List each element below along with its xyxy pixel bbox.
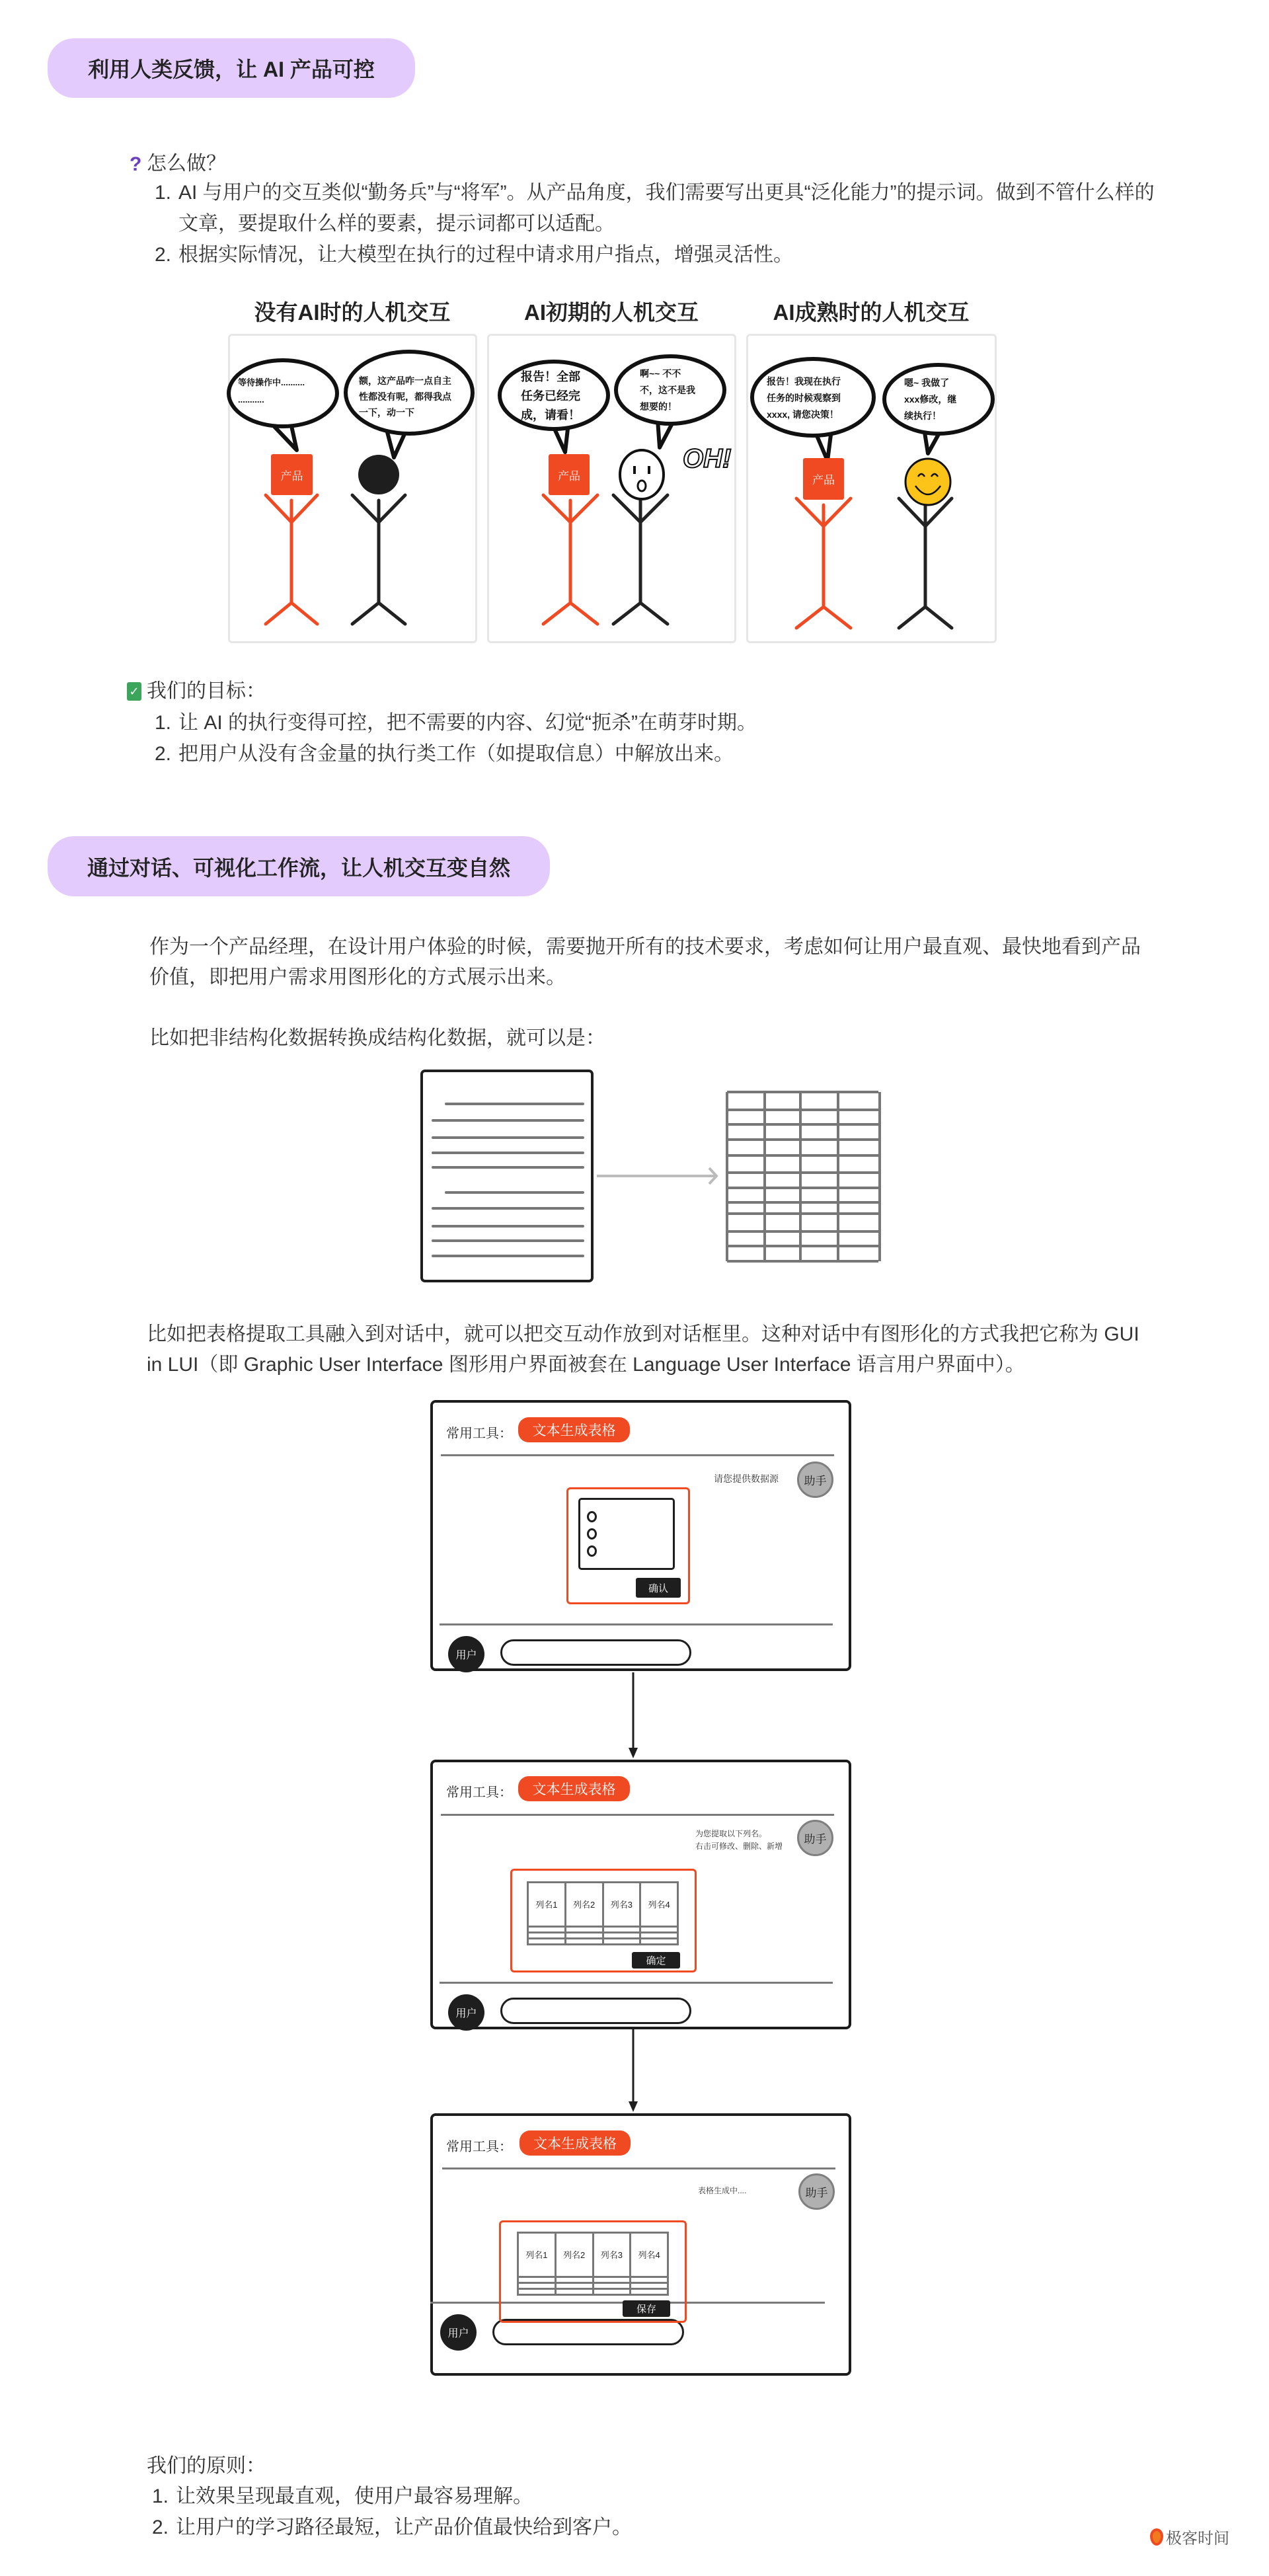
- bubble-text: 报告！我现在执行 任务的时候观察到 xxxx, 请您决策！: [767, 376, 841, 420]
- goals-title: 我们的目标：: [147, 680, 266, 702]
- assistant-message: 为您提取以下列名。 右击可修改、删除、新增: [695, 1829, 783, 1851]
- column-names-card: [510, 1869, 697, 1972]
- chat-input[interactable]: [492, 2319, 684, 2345]
- black-stick-figure: [613, 495, 668, 624]
- tools-label: 常用工具：: [446, 1426, 512, 1441]
- column-header: 列名4: [631, 2233, 668, 2277]
- radio-option[interactable]: [587, 1545, 597, 1557]
- principles-title: 我们的原则：: [147, 2455, 266, 2477]
- divider: [441, 1814, 834, 1816]
- chat-input[interactable]: [500, 1998, 691, 2024]
- arrow-down-icon: [627, 2029, 640, 2113]
- column-table: [527, 1881, 679, 1945]
- orange-stick-figure: [796, 498, 851, 628]
- orange-stick-figure: [266, 495, 317, 624]
- logo-text: 极客时间: [1166, 2530, 1229, 2548]
- divider: [440, 1982, 833, 1984]
- user-avatar: 用户: [440, 2314, 477, 2351]
- radio-option[interactable]: [587, 1511, 597, 1522]
- checkbox-icon: ✓: [127, 682, 141, 701]
- paragraph: 比如把表格提取工具融入到对话中，就可以把交互动作放到对话框里。这种对话中有图形化的方式我把它称为 GUI in LUI（即 Graphic User Interface 图形用户界面被套在 Language User Interface 语言用户界面中）。: [147, 1323, 1139, 1376]
- principles-list: [152, 2481, 1143, 2543]
- logo-icon: [1150, 2528, 1163, 2546]
- black-stick-figure: [899, 498, 952, 628]
- save-button[interactable]: 保存: [623, 2300, 670, 2317]
- column-header[interactable]: 列名2: [565, 1883, 603, 1927]
- arrow-down-icon: [627, 1672, 640, 1760]
- tools-label: 常用工具：: [446, 1785, 512, 1800]
- list-item: 2. 把用户从没有含金量的执行类工作（如提取信息）中解放出来。: [155, 743, 734, 765]
- bubble-text: 啊~~ 不不 不，这不是我 想要的！: [640, 368, 695, 412]
- list-item: 1. 让效果呈现最直观，使用户最容易理解。: [152, 2485, 533, 2507]
- list-item: 1. 让 AI 的执行变得可控，把不需要的内容、幻觉“扼杀”在萌芽时期。: [155, 712, 757, 734]
- comic-title-2: AI初期的人机交互: [524, 300, 699, 325]
- table-icon: [727, 1092, 880, 1261]
- bubble-text: 报告！全部 任务已经完 成，请看！: [521, 370, 580, 422]
- question-icon: ?: [130, 153, 142, 175]
- chat-input[interactable]: [500, 1639, 691, 1666]
- goals-list: [155, 707, 1156, 769]
- comic-drawings: [0, 0, 1269, 661]
- user-avatar: 用户: [448, 1636, 484, 1672]
- section-heading-1: 利用人类反馈，让 AI 产品可控: [48, 38, 415, 98]
- bubble-text: 嗯~ 我做了 xxx修改，继 续执行！: [904, 377, 957, 421]
- black-head: [358, 455, 399, 494]
- tools-label: 常用工具：: [446, 2140, 512, 2154]
- radio-option[interactable]: [587, 1528, 597, 1540]
- list-item: 2. 让用户的学习路径最短，让产品价值最快给到客户。: [152, 2517, 632, 2538]
- bubble-text: 额，这产品咋一点自主 性都没有呢，都得我点 一下，动一下: [359, 375, 451, 418]
- text-to-table-button[interactable]: 文本生成表格: [518, 1776, 630, 1801]
- text-to-table-button[interactable]: 文本生成表格: [518, 1417, 630, 1442]
- document-icon: [422, 1071, 592, 1281]
- comic-title-1: 没有AI时的人机交互: [254, 300, 451, 325]
- list-item: 2. 根据实际情况，让大模型在执行的过程中请求用户指点，增强灵活性。: [155, 244, 793, 266]
- assistant-avatar: 助手: [797, 1820, 833, 1856]
- list-item: 1. AI 与用户的交互类似“勤务兵”与“将军”。从产品角度，我们需要写出更具“泛化能力”的提示词。做到不管什么样的文章，要提取什么样的要素，提示词都可以适配。: [155, 182, 1155, 235]
- oh-exclamation: OH!: [683, 444, 732, 473]
- column-header[interactable]: 列名3: [603, 1883, 640, 1927]
- surprised-face: [620, 450, 664, 499]
- assistant-message: 表格生成中....: [698, 2186, 747, 2195]
- chat-window-step-3: [430, 2113, 851, 2376]
- assistant-avatar: 助手: [797, 1462, 833, 1498]
- logo: [1150, 2525, 1229, 2548]
- data-source-card: [566, 1487, 690, 1604]
- generated-table-card: [499, 2220, 687, 2323]
- bubble-text: 等待操作中.......... ...........: [238, 377, 305, 405]
- text-to-table-button[interactable]: 文本生成表格: [519, 2130, 631, 2156]
- column-header: 列名2: [555, 2233, 593, 2277]
- assistant-message: 请您提供数据源: [714, 1473, 779, 1484]
- column-header[interactable]: 列名4: [640, 1883, 678, 1927]
- user-avatar: 用户: [448, 1994, 484, 2031]
- chat-window-step-1: [430, 1400, 851, 1671]
- comic-title-3: AI成熟时的人机交互: [773, 300, 970, 325]
- chat-window-step-2: [430, 1760, 851, 2029]
- product-box: 产品: [803, 458, 844, 500]
- orange-stick-figure: [543, 495, 597, 624]
- divider: [441, 1454, 834, 1456]
- option-list-box: [578, 1498, 675, 1570]
- product-box: 产品: [549, 454, 590, 495]
- ok-button[interactable]: 确定: [632, 1952, 680, 1969]
- black-stick-figure: [352, 495, 405, 624]
- generated-table: [517, 2232, 669, 2296]
- assistant-avatar: 助手: [798, 2173, 835, 2210]
- divider: [442, 2167, 835, 2169]
- product-box: 产品: [271, 454, 313, 495]
- column-header[interactable]: 列名1: [528, 1883, 566, 1927]
- unstructured-to-structured-diagram: [0, 1058, 1269, 1289]
- column-header: 列名3: [593, 2233, 631, 2277]
- section-heading-2: 通过对话、可视化工作流，让人机交互变自然: [48, 836, 550, 896]
- smiley-face: [905, 459, 950, 505]
- divider: [440, 1623, 833, 1625]
- paragraph: 作为一个产品经理，在设计用户体验的时候，需要抛开所有的技术要求，考虑如何让用户最直观、最快地看到产品价值，即把用户需求用图形化的方式展示出来。: [149, 936, 1141, 988]
- how-title: 怎么做？: [147, 153, 226, 175]
- arrow-right-icon: [597, 1168, 716, 1184]
- confirm-button[interactable]: 确认: [636, 1578, 681, 1598]
- paragraph: 比如把非结构化数据转换成结构化数据，就可以是：: [149, 1027, 605, 1049]
- column-header: 列名1: [518, 2233, 556, 2277]
